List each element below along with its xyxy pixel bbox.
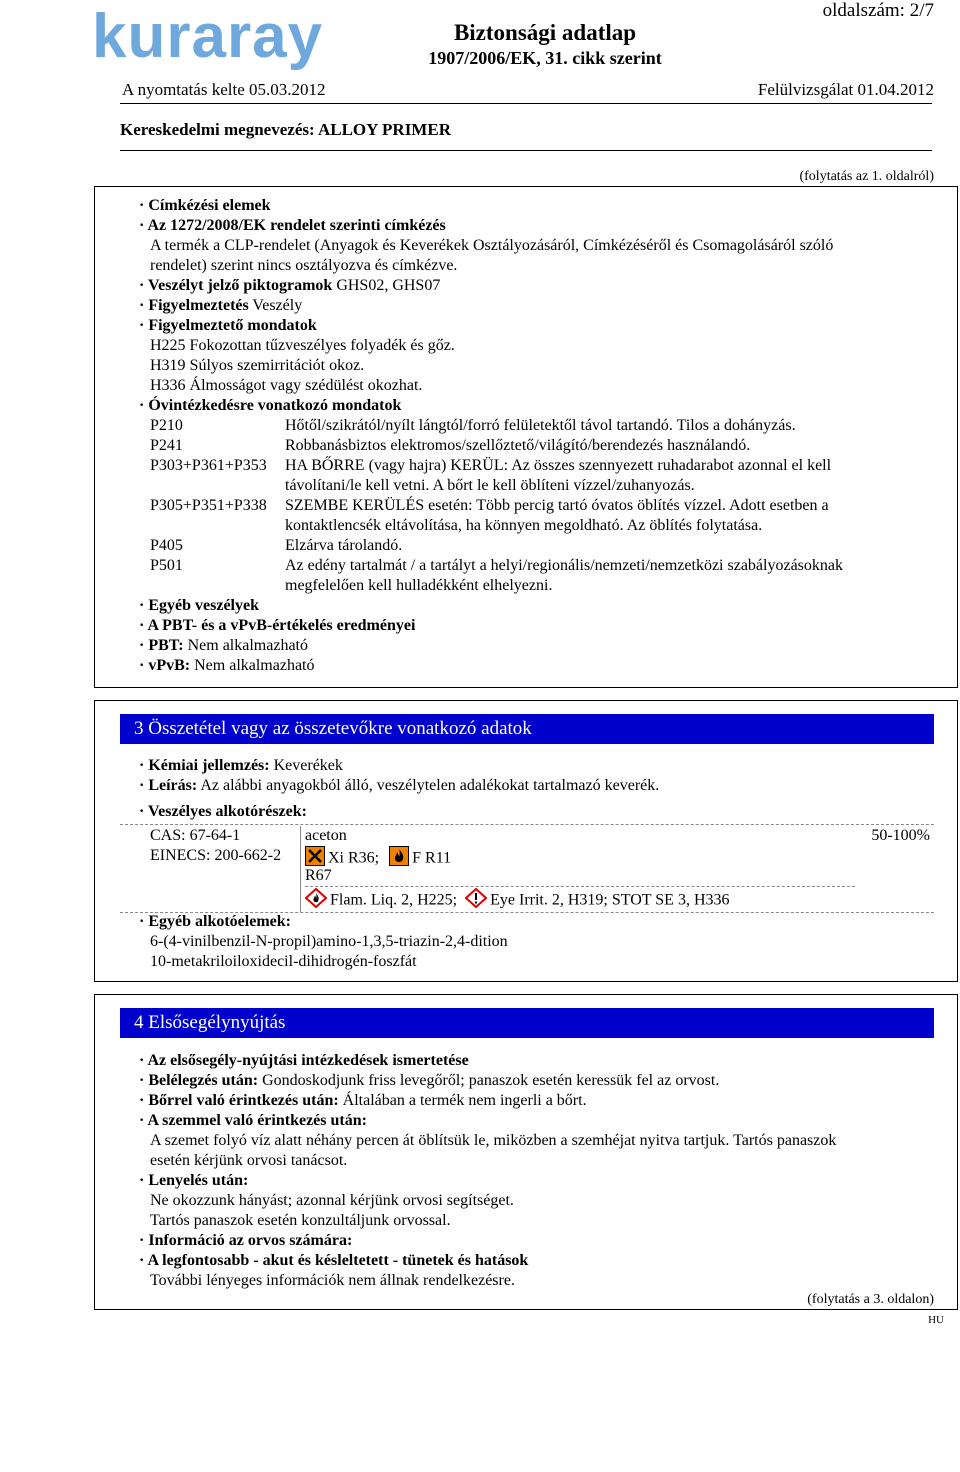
pbt-results-heading: · A PBT- és a vPvB-értékelés eredményei bbox=[139, 617, 416, 634]
other-hazards-heading: · Egyéb veszélyek bbox=[139, 597, 259, 614]
clp-text-line-2: rendelet) szerint nincs osztályozva és címkézve. bbox=[150, 257, 458, 274]
skin-contact-line bbox=[139, 1091, 587, 1111]
eye-contact-text-1: A szemet folyó víz alatt néhány percen át öblítsük le, miközben a szemhéjat nyitva tartjuk. Tartós panaszok bbox=[150, 1132, 837, 1149]
label-elements-heading: · Címkézési elemek bbox=[139, 197, 271, 214]
description-label: · Leírás: bbox=[139, 777, 198, 794]
h225-statement: H225 Fokozottan tűzveszélyes folyadék és gőz. bbox=[150, 337, 455, 354]
signal-word-label: · Figyelmeztetés bbox=[139, 297, 249, 314]
precautionary-heading: · Óvintézkedésre vonatkozó mondatok bbox=[139, 397, 402, 414]
vpvb-line bbox=[139, 656, 315, 676]
ingestion-text-1: Ne okozzunk hányást; azonnal kérjünk orvosi segítséget. bbox=[150, 1192, 514, 1209]
p-code: P241 bbox=[150, 437, 183, 454]
inhalation-label: · Belélegzés után: bbox=[139, 1072, 259, 1089]
print-date: A nyomtatás kelte 05.03.2012 bbox=[122, 80, 326, 99]
p-text-continued: kontaktlencsék eltávolítása, ha könnyen megoldható. Az öblítés folytatása. bbox=[285, 517, 763, 534]
eye-contact-text-2: esetén kérjünk orvosi tanácsot. bbox=[150, 1152, 348, 1169]
description-value: Az alábbi anyagokból álló, veszélytelen adalékokat tartalmazó keverék. bbox=[197, 777, 660, 794]
hazard-statements-heading: · Figyelmeztető mondatok bbox=[139, 317, 317, 334]
p-code: P405 bbox=[150, 537, 183, 554]
language-code: HU bbox=[928, 1314, 944, 1326]
trade-name-divider bbox=[120, 150, 932, 151]
other-component-1: 6-(4-vinilbenzil-N-propil)amino-1,3,5-triazin-2,4-dition bbox=[150, 933, 508, 950]
description-line bbox=[139, 776, 659, 796]
f-classification: F R11 bbox=[412, 849, 452, 867]
p-text-continued: megfelelően kell hulladékként elhelyezni. bbox=[285, 577, 553, 594]
concentration: 50-100% bbox=[871, 827, 930, 844]
clp-text-line-1: A termék a CLP-rendelet (Anyagok és Keverékek Osztályozásáról, Címkézéséről és Csomagolásáról szóló bbox=[150, 237, 834, 254]
vpvb-label: · vPvB: bbox=[139, 657, 191, 674]
table-column-rule bbox=[300, 826, 301, 912]
other-component-2: 10-metakriloiloxidecil-dihidrogén-foszfát bbox=[150, 953, 417, 970]
flame-icon bbox=[389, 846, 409, 872]
continued-to: (folytatás a 3. oldalon) bbox=[807, 1292, 934, 1307]
symptoms-heading: · A legfontosabb - akut és késleltetett - tünetek és hatások bbox=[139, 1252, 529, 1269]
p-text: Az edény tartalmát / a tartályt a helyi/regionális/nemzeti/nemzetközi szabályozásoknak bbox=[285, 557, 843, 574]
p-text: Hőtől/szikrától/nyílt lángtól/forró felületektől távol tartandó. Tilos a dohányzás. bbox=[285, 417, 796, 434]
p-code: P305+P351+P338 bbox=[150, 497, 267, 514]
symptoms-text: További lényeges információk nem állnak rendelkezésre. bbox=[150, 1272, 515, 1289]
ingestion-text-2: Tartós panaszok esetén konzultáljunk orvossal. bbox=[150, 1212, 451, 1229]
h336-statement: H336 Álmosságot vagy szédülést okozhat. bbox=[150, 377, 423, 394]
pbt-line bbox=[139, 636, 308, 656]
trade-name: Kereskedelmi megnevezés: ALLOY PRIMER bbox=[120, 120, 451, 139]
clp-classification bbox=[305, 888, 730, 914]
eye-irrit-classification: Eye Irrit. 2, H319; STOT SE 3, H336 bbox=[490, 891, 730, 909]
inhalation-value: Gondoskodjunk friss levegőről; panaszok esetén keressük fel az orvost. bbox=[258, 1072, 720, 1089]
dangerous-components-heading: · Veszélyes alkotórészek: bbox=[139, 803, 307, 820]
company-logo: kuraray bbox=[92, 2, 324, 71]
pictograms-value: GHS02, GHS07 bbox=[332, 277, 441, 294]
other-components-heading: · Egyéb alkotóelemek: bbox=[139, 913, 291, 930]
chem-label: · Kémiai jellemzés: bbox=[139, 757, 270, 774]
p-code: P501 bbox=[150, 557, 183, 574]
table-top-rule bbox=[120, 824, 934, 825]
revision-date: Felülvizsgálat 01.04.2012 bbox=[757, 80, 934, 99]
einecs-number: EINECS: 200-662-2 bbox=[150, 847, 282, 864]
eye-contact-heading: · A szemmel való érintkezés után: bbox=[139, 1112, 367, 1129]
skin-contact-label: · Bőrrel való érintkezés után: bbox=[139, 1092, 339, 1109]
flam-liq-classification: Flam. Liq. 2, H225; bbox=[330, 891, 458, 909]
skin-contact-value: Általában a termék nem ingerli a bőrt. bbox=[338, 1092, 587, 1109]
substance-name: aceton bbox=[305, 827, 347, 844]
ghs02-flame-icon bbox=[305, 888, 327, 914]
clp-labelling-heading: · Az 1272/2008/EK rendelet szerinti címkézés bbox=[139, 217, 446, 234]
pictograms-line bbox=[139, 276, 440, 296]
ghs07-exclamation-icon bbox=[465, 888, 487, 914]
document-subtitle: 1907/2006/EK, 31. cikk szerint bbox=[428, 48, 662, 68]
first-aid-description-heading: · Az elsősegély-nyújtási intézkedések ismertetése bbox=[139, 1052, 469, 1069]
signal-word-line bbox=[139, 296, 302, 316]
p-code: P303+P361+P353 bbox=[150, 457, 267, 474]
p-text: HA BŐRRE (vagy hajra) KERÜL: Az összes szennyezett ruhadarabot azonnal el kell bbox=[285, 457, 832, 474]
xi-classification: Xi R36; bbox=[328, 849, 380, 867]
p-text: SZEMBE KERÜLÉS esetén: Több percig tartó óvatos öblítés vízzel. Adott esetben a bbox=[285, 497, 829, 514]
section-4-title: 4 Elsősegélynyújtás bbox=[120, 1008, 934, 1038]
p-text-continued: távolítani/le kell vetni. A bőrt le kell öblíteni vízzel/zuhanyozás. bbox=[285, 477, 695, 494]
continued-from: (folytatás az 1. oldalról) bbox=[799, 169, 934, 184]
pbt-value: Nem alkalmazható bbox=[183, 637, 308, 654]
pictograms-label: · Veszélyt jelző piktogramok bbox=[139, 277, 333, 294]
signal-word-value: Veszély bbox=[248, 297, 303, 314]
ingestion-heading: · Lenyelés után: bbox=[139, 1172, 249, 1189]
r67-classification: R67 bbox=[305, 867, 332, 884]
p-text: Robbanásbiztos elektromos/szellőztető/világító/berendezés használandó. bbox=[285, 437, 751, 454]
pbt-label: · PBT: bbox=[139, 637, 184, 654]
chem-value: Keverékek bbox=[269, 757, 343, 774]
p-text: Elzárva tárolandó. bbox=[285, 537, 403, 554]
p-code: P210 bbox=[150, 417, 183, 434]
page-number: oldalszám: 2/7 bbox=[822, 0, 934, 21]
vpvb-value: Nem alkalmazható bbox=[190, 657, 315, 674]
section-3-title: 3 Összetétel vagy az összetevőkre vonatkozó adatok bbox=[120, 714, 934, 744]
h319-statement: H319 Súlyos szemirritációt okoz. bbox=[150, 357, 365, 374]
inhalation-line bbox=[139, 1071, 719, 1091]
header-divider bbox=[120, 103, 932, 104]
table-inner-rule bbox=[305, 886, 855, 887]
document-title: Biztonsági adatlap bbox=[453, 20, 637, 45]
doctor-info-heading: · Információ az orvos számára: bbox=[139, 1232, 353, 1249]
chem-line bbox=[139, 756, 343, 776]
cas-number: CAS: 67-64-1 bbox=[150, 827, 241, 844]
